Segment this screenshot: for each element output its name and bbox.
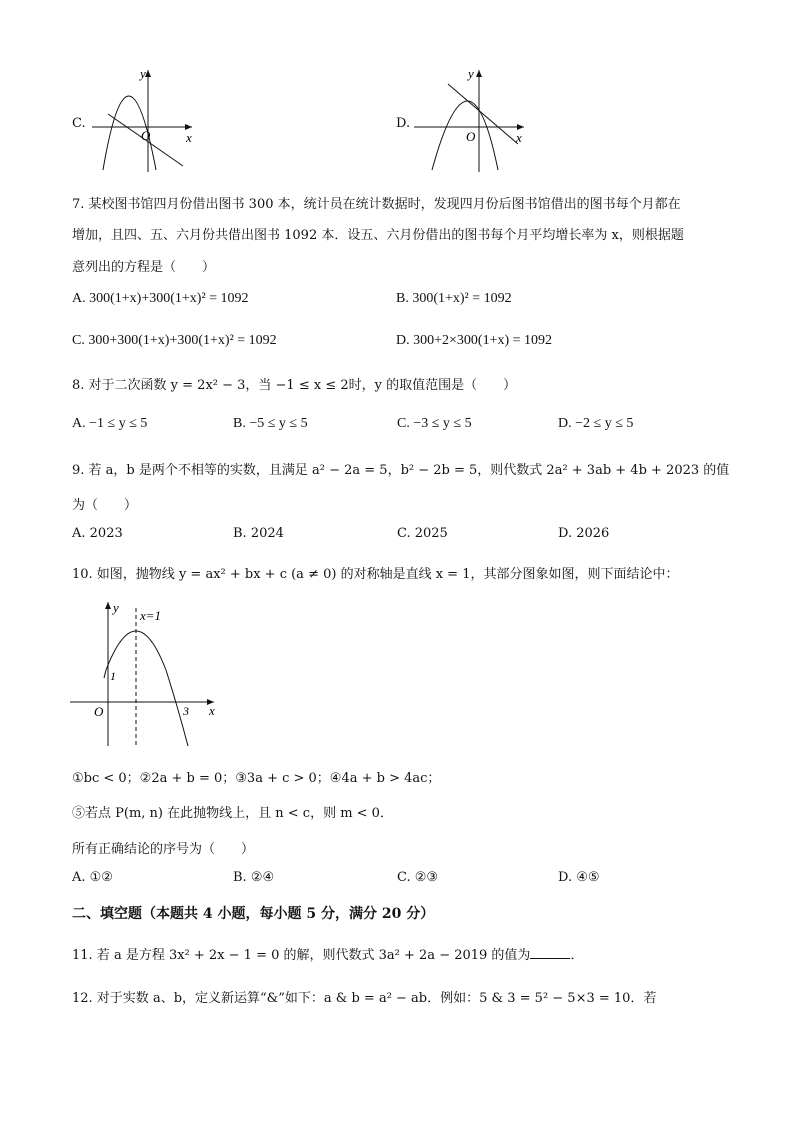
q7-stem-line1: 7. 某校图书馆四月份借出图书 300 本，统计员在统计数据时，发现四月份后图书馆借出的图书每个月都在 — [72, 197, 681, 212]
q10-option-a: A. ①② — [72, 870, 113, 885]
q7-option-c: C. 300+300(1+x)+300(1+x)² = 1092 — [72, 333, 277, 348]
q12-stem: 12. 对于实数 a、b，定义新运算“&”如下：a & b = a² − ab．例如：5 & 3 = 5² − 5×3 = 10．若 — [72, 991, 657, 1006]
q7-option-b: B. 300(1+x)² = 1092 — [396, 291, 512, 306]
q10-parabola-graph — [66, 598, 226, 750]
q10-origin: O — [94, 704, 104, 719]
q10-axis-x: x — [209, 703, 215, 718]
q8-option-d: D. −2 ≤ y ≤ 5 — [558, 416, 634, 431]
q6c-origin: O — [141, 128, 151, 143]
q6c-axis-x: x — [186, 130, 192, 145]
q11-stem: 11. 若 a 是方程 3x² + 2x − 1 = 0 的解，则代数式 3a² + 2a − 2019 的值为 — [72, 948, 531, 963]
q8-option-b: B. −5 ≤ y ≤ 5 — [233, 416, 308, 431]
q7-stem-line3: 意列出的方程是（ ） — [72, 260, 216, 275]
q10-sym-label: x=1 — [140, 608, 162, 623]
q6-option-c-graph — [88, 62, 198, 174]
q9-option-a: A. 2023 — [72, 526, 123, 541]
q10-ask: 所有正确结论的序号为（ ） — [72, 842, 255, 857]
q8-option-a: A. −1 ≤ y ≤ 5 — [72, 416, 148, 431]
q9-option-b: B. 2024 — [233, 526, 284, 541]
q9-option-c: C. 2025 — [397, 526, 448, 541]
q10-tick-x: 3 — [183, 704, 189, 718]
q6-option-c-label: C. — [72, 116, 86, 131]
q11-end: ． — [570, 948, 584, 963]
q6d-origin: O — [466, 129, 476, 144]
q9-stem-line1: 9. 若 a，b 是两个不相等的实数，且满足 a² − 2a = 5，b² − 2b = 5，则代数式 2a² + 3ab + 4b + 2023 的值 — [72, 463, 730, 478]
q10-tick-y: 1 — [110, 669, 116, 683]
q6d-axis-x: x — [516, 130, 522, 145]
q6-option-d-graph — [410, 62, 530, 174]
q10-stem: 10. 如图，抛物线 y = ax² + bx + c (a ≠ 0) 的对称轴是直线 x = 1，其部分图象如图，则下面结论中： — [72, 567, 679, 582]
q10-option-b: B. ②④ — [233, 870, 275, 885]
q9-stem-line2: 为（ ） — [72, 498, 138, 513]
q7-stem-line2: 增加，且四、五、六月份共借出图书 1092 本．设五、六月份借出的图书每个月平均增长率为 x，则根据题 — [72, 228, 684, 243]
q10-statements-line2: ⑤若点 P(m, n) 在此抛物线上，且 n < c，则 m < 0． — [72, 806, 393, 821]
q6-option-d-label: D. — [396, 116, 411, 131]
q11-answer-blank[interactable] — [530, 946, 570, 959]
q10-option-d: D. ④⑤ — [558, 870, 600, 885]
q10-option-c: C. ②③ — [397, 870, 439, 885]
q10-statements-line1: ①bc < 0；②2a + b = 0；③3a + c > 0；④4a + b > 4ac； — [72, 771, 441, 786]
q6c-axis-y: y — [140, 66, 146, 81]
q7-option-a: A. 300(1+x)+300(1+x)² = 1092 — [72, 291, 249, 306]
section-title-fill-in: 二、填空题（本题共 4 小题，每小题 5 分，满分 20 分） — [72, 906, 435, 922]
q8-option-c: C. −3 ≤ y ≤ 5 — [397, 416, 472, 431]
q9-option-d: D. 2026 — [558, 526, 610, 541]
q10-axis-y: y — [113, 600, 119, 615]
q8-stem: 8. 对于二次函数 y = 2x² − 3，当 −1 ≤ x ≤ 2时，y 的取值范围是（ ） — [72, 378, 517, 393]
q11-line — [72, 944, 583, 963]
q7-option-d: D. 300+2×300(1+x) = 1092 — [396, 333, 553, 348]
q6d-axis-y: y — [468, 66, 474, 81]
